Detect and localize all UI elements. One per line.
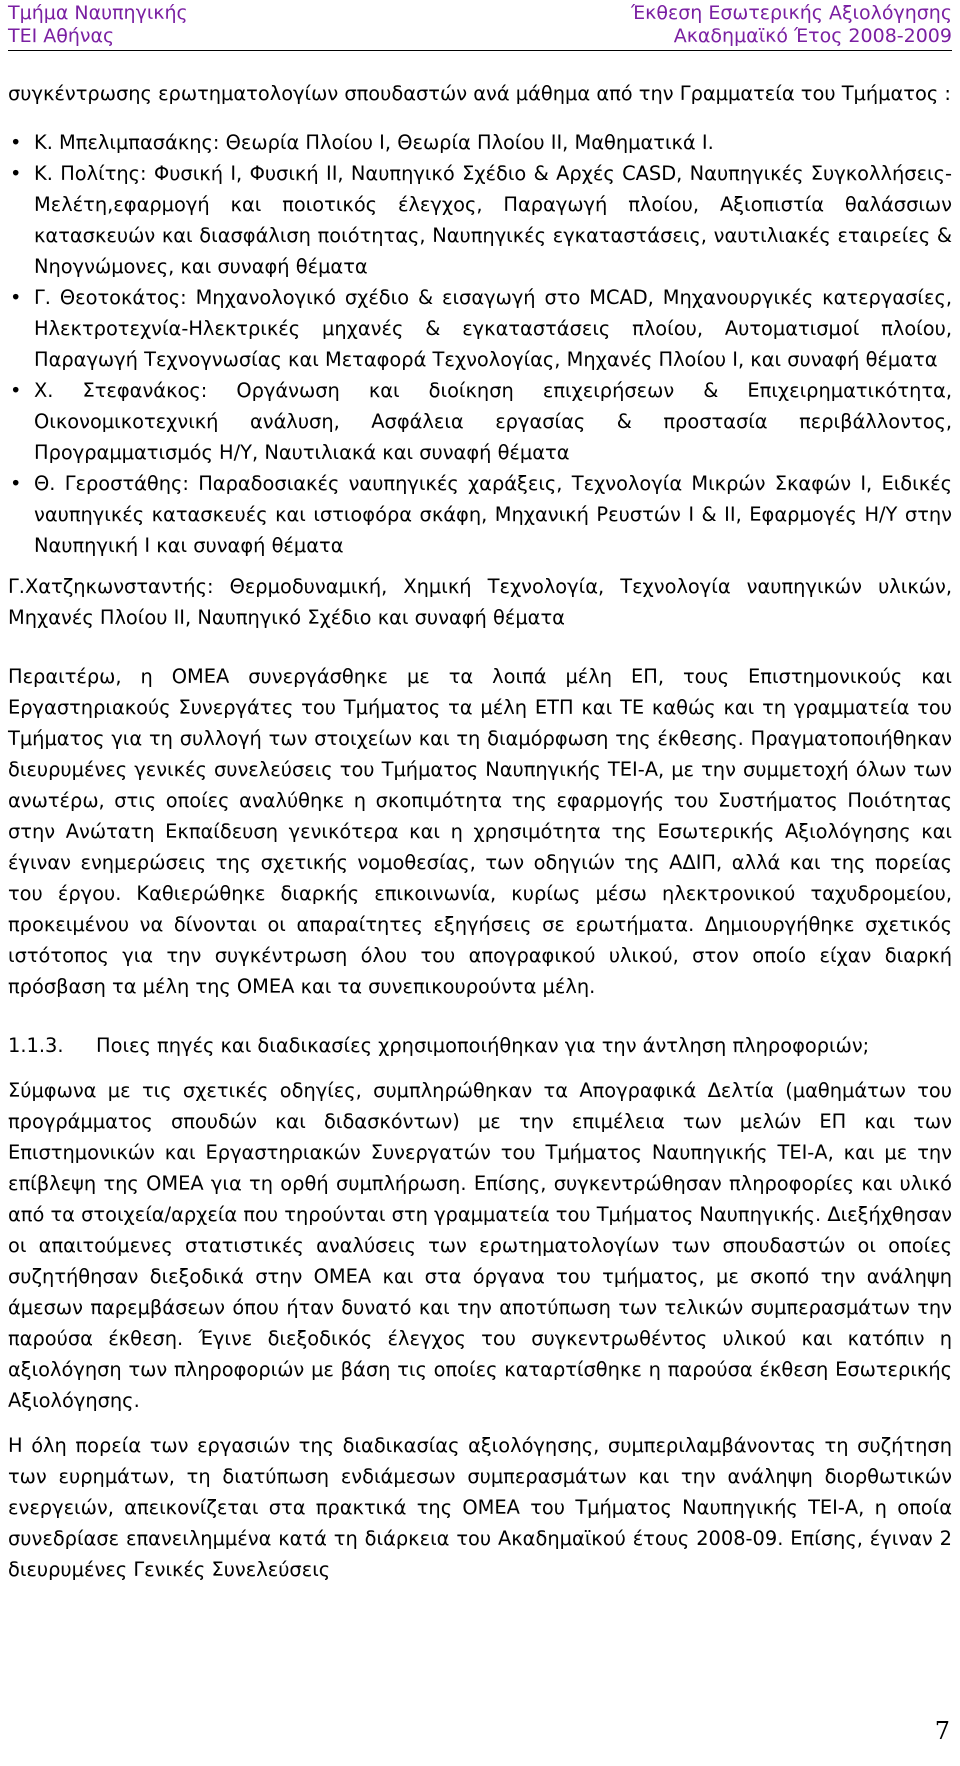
paragraph-sources: Σύμφωνα με τις σχετικές οδηγίες, συμπληρώθηκαν τα Απογραφικά Δελτία (μαθημάτων του προγράμματος σπουδών και διδασκόντων) με την επιμέλεια των μελών ΕΠ και των Επιστημονικών και Εργαστηριακών Συνεργατών του Τμήματος Ναυπηγικής ΤΕΙ-Α, και με την επίβλεψη της ΟΜΕΑ για τη ορθή συμπλήρωση. Επίσης, συγκεντρώθησαν πληροφορίες και υλικό από τα στοιχεία/αρχεία που τηρούνται στη γραμματεία του Τμήματος Ναυπηγικής. Διεξήχθησαν οι απαιτούμενες στατιστικές αναλύσεις των ερωτηματολογίων των σπουδαστών οι οποίες συζητήθησαν διεξοδικά στην ΟΜΕΑ και στα όργανα του τμήματος, με σκοπό την ανάληψη άμεσων παρεμβάσεων όπου ήταν δυνατό και την αποτύπωση των τελικών συμπερασμάτων την παρούσα έκθεση. Έγινε διεξοδικός έλεγχος του συγκεντρωθέντος υλικού και κατόπιν η αξιολόγηση των πληροφοριών με βάση τις οποίες καταρτίσθηκε η παρούσα έκθεση Εσωτερικής Αξιολόγησης. [8,1079,952,1412]
list-item: • Κ. Μπελιμπασάκης: Θεωρία Πλοίου Ι, Θεωρία Πλοίου ΙΙ, Μαθηματικά Ι. [8,127,952,158]
list-item: • Γ. Θεοτοκάτος: Μηχανολογικό σχέδιο & εισαγωγή στο MCAD, Μηχανουργικές κατεργασίες, Ηλεκτροτεχνία-Ηλεκτρικές μηχανές & εγκαταστάσεις πλοίου, Αυτοματισμοί πλοίου, Παραγωγή Τεχνογνωσίας και Μεταφορά Τεχνολογίας, Μηχανές Πλοίου Ι, και συναφή θέματα [8,282,952,375]
page-number: 7 [934,1717,950,1745]
intro-paragraph: συγκέντρωσης ερωτηματολογίων σπουδαστών ανά μάθημα από την Γραμματεία του Τμήματος : [8,82,951,105]
people-list [8,127,952,561]
institution-name: ΤΕΙ Αθήνας [8,25,115,47]
report-title: Έκθεση Εσωτερικής Αξιολόγησης [630,2,952,24]
department-name: Τμήμα Ναυπηγικής [8,2,188,24]
header-rule [8,50,952,51]
section-number: 1.1.3. [8,1034,64,1057]
section-heading [8,1030,952,1061]
list-item: • Κ. Πολίτης: Φυσική Ι, Φυσική ΙΙ, Ναυπηγικό Σχέδιο & Αρχές CASD, Ναυπηγικές Συγκολλήσεις-Μελέτη,εφαρμογή και ποιοτικός έλεγχος, Παραγωγή πλοίου, Αξιοπιστία θαλάσσιων κατασκευών και διασφάλιση ποιότητας, Ναυπηγικές εγκαταστάσεις, ναυτιλιακές εταιρείες & Νηογνώμονες, και συναφή θέματα [8,158,952,282]
report-block [631,2,952,48]
document-body [8,78,952,1585]
department-block [8,2,188,48]
academic-year: Ακαδημαϊκό Έτος 2008-2009 [673,25,952,47]
list-item: • Θ. Γεροστάθης: Παραδοσιακές ναυπηγικές χαράξεις, Τεχνολογία Μικρών Σκαφών Ι, Ειδικές ναυπηγικές κατασκευές και ιστιοφόρα σκάφη, Μηχανική Ρευστών Ι & ΙΙ, Εφαρμογές Η/Υ στην Ναυπηγική Ι και συναφή θέματα [8,468,952,561]
page-header [8,2,952,52]
chatzikonstantis-entry: Γ.Χατζηκωνσταντής: Θερμοδυναμική, Χημική Τεχνολογία, Τεχνολογία ναυπηγικών υλικών, Μηχανές Πλοίου ΙΙ, Ναυπηγικό Σχέδιο και συναφή θέματα [8,575,952,629]
paragraph-cooperation: Περαιτέρω, η ΟΜΕΑ συνεργάσθηκε με τα λοιπά μέλη ΕΠ, τους Επιστημονικούς και Εργαστηριακούς Συνεργάτες του Τμήματος τα μέλη ΕΤΠ και ΤΕ καθώς και τη γραμματεία του Τμήματος για τη συλλογή των στοιχείων και τη διαμόρφωση της έκθεσης. Πραγματοποιήθηκαν διευρυμένες γενικές συνελεύσεις του Τμήματος Ναυπηγικής ΤΕΙ-Α, με την συμμετοχή όλων των ανωτέρω, στις οποίες αναλύθηκε η σκοπιμότητα της εφαρμογής του Συστήματος Ποιότητας στην Ανώτατη Εκπαίδευση γενικότερα και η χρησιμότητα της Εσωτερικής Αξιολόγησης και έγιναν ενημερώσεις της σχετικής νομοθεσίας, των οδηγιών της ΑΔΙΠ, αλλά και της πορείας του έργου. Καθιερώθηκε διαρκής επικοινωνία, κυρίως μέσω ηλεκτρονικού ταχυδρομείου, προκειμένου να δίνονται οι απαραίτητες εξηγήσεις σε ερωτήματα. Δημιουργήθηκε σχετικός ιστότοπος για την συγκέντρωση όλου του απογραφικού υλικού, στον οποίο είχαν διαρκή πρόσβαση τα μέλη της ΟΜΕΑ και τα συνεπικουρούντα μέλη. [8,665,952,998]
section-title: Ποιες πηγές και διαδικασίες χρησιμοποιήθηκαν για την άντληση πληροφοριών; [96,1034,870,1057]
paragraph-process: Η όλη πορεία των εργασιών της διαδικασίας αξιολόγησης, συμπεριλαμβάνοντας τη συζήτηση των ευρημάτων, τη διατύπωση ενδιάμεσων συμπερασμάτων και την ανάληψη διορθωτικών ενεργειών, απεικονίζεται στα πρακτικά της ΟΜΕΑ του Τμήματος Ναυπηγικής ΤΕΙ-Α, η οποία συνεδρίασε επανειλημμένα κατά τη διάρκεια του Ακαδημαϊκού έτους 2008-09. Επίσης, έγιναν 2 διευρυμένες Γενικές Συνελεύσεις [8,1434,952,1581]
list-item: • Χ. Στεφανάκος: Οργάνωση και διοίκηση επιχειρήσεων & Επιχειρηματικότητα, Οικονομικοτεχνική ανάλυση, Ασφάλεια εργασίας & προστασία περιβάλλοντος, Προγραμματισμός Η/Υ, Ναυτιλιακά και συναφή θέματα [8,375,952,468]
